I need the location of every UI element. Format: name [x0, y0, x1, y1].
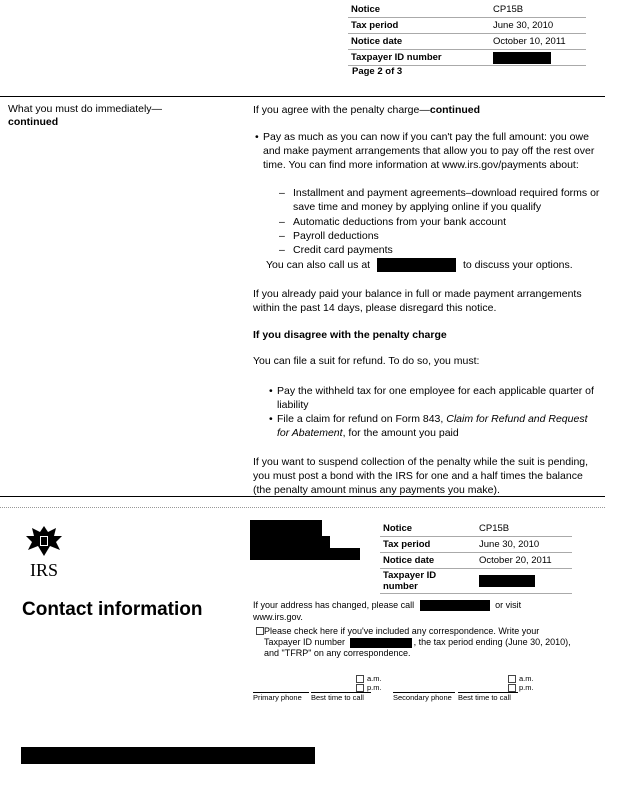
correspondence-checkbox[interactable]	[256, 627, 264, 635]
redaction-block	[479, 575, 535, 587]
disagree-bullet-2	[269, 412, 597, 440]
secondary-pm-option[interactable]	[508, 683, 534, 692]
page-number: Page 2 of 3	[352, 66, 403, 77]
primary-am-option[interactable]	[356, 674, 382, 683]
correspondence-check[interactable]	[256, 626, 574, 659]
pm-label: p.m.	[367, 683, 382, 692]
redaction-block	[250, 536, 330, 548]
agree-heading-text: If you agree with the penalty charge—	[253, 104, 430, 116]
redaction-block	[350, 638, 412, 648]
sub-item-4: – Credit card payments	[279, 244, 393, 256]
left-heading-line2: continued	[8, 116, 59, 128]
tax-period-value: June 30, 2010	[490, 18, 586, 34]
tax-period-label: Tax period	[348, 18, 490, 34]
section-divider	[0, 96, 605, 97]
stub-notice-date-label: Notice date	[380, 553, 476, 569]
redaction-block	[420, 600, 490, 611]
check-prefix: Please check here if you've included any correspondence. Write your Taxpayer ID number	[264, 626, 540, 647]
disagree-bullet-1-text: Pay the withheld tax for one employee for each applicable quarter of liability	[277, 385, 594, 411]
section-divider	[0, 496, 605, 497]
call-prefix: You can also call us at	[266, 259, 371, 271]
address-change-text	[253, 599, 593, 623]
contact-title: Contact information	[22, 599, 203, 620]
redaction-block	[493, 52, 551, 64]
correspondence-text	[256, 626, 574, 659]
sub-item-2-text: Automatic deductions from your bank account	[293, 216, 507, 228]
sub-item-1-text: Installment and payment agreements–download required forms or save time and money by applying online if you qualify	[293, 187, 600, 213]
secondary-am-checkbox[interactable]	[508, 675, 516, 683]
call-line	[266, 258, 573, 272]
notice-date-value: October 10, 2011	[490, 34, 586, 50]
stub-tax-period-label: Tax period	[380, 537, 476, 553]
call-suffix: to discuss your options.	[462, 259, 573, 271]
disagree-intro: You can file a suit for refund. To do so, you must:	[253, 355, 480, 367]
cut-line	[0, 507, 605, 508]
redaction-block	[250, 520, 322, 536]
already-paid-text: If you already paid your balance in full or made payment arrangements within the past 14 days, please disregard this notice.	[253, 288, 582, 314]
redaction-block	[21, 747, 315, 764]
address-prefix: If your address has changed, please call	[253, 600, 415, 610]
disagree-bullet-1	[269, 384, 597, 412]
sub-item-3-text: Payroll deductions	[293, 230, 379, 242]
irs-logo-text: IRS	[29, 560, 58, 580]
agree-bullet	[255, 130, 603, 172]
header-meta-table	[348, 2, 586, 66]
am-label: a.m.	[367, 674, 382, 683]
stub-notice-value: CP15B	[476, 521, 572, 537]
stub-notice-date-value: October 20, 2011	[476, 553, 572, 569]
left-heading-line1: What you must do immediately—	[8, 103, 163, 115]
agree-heading	[253, 103, 598, 117]
agree-heading-continued: continued	[429, 104, 481, 116]
stub-taxpayer-id-label: Taxpayer ID number	[380, 569, 476, 594]
redaction-block	[250, 548, 360, 560]
notice-date-label: Notice date	[348, 34, 490, 50]
primary-best-time-label: Best time to call	[311, 693, 364, 702]
sub-item-3: – Payroll deductions	[279, 230, 379, 242]
check-suffix: , the tax period ending (June 30, 2010), and "TFRP" on any correspondence.	[264, 637, 571, 658]
notice-value: CP15B	[490, 2, 586, 18]
primary-pm-option[interactable]	[356, 683, 382, 692]
irs-logo	[22, 524, 66, 580]
address-suffix: or visit	[495, 600, 522, 610]
sub-item-2: – Automatic deductions from your bank account	[279, 216, 507, 228]
suspend-text: If you want to suspend collection of the penalty while the suit is pending, you must post a bond with the IRS for one and a half times the balance (the penalty amount minus any payments you make).	[253, 456, 589, 496]
secondary-best-time-label: Best time to call	[458, 693, 511, 702]
am-label: a.m.	[519, 674, 534, 683]
bullet-dot: •	[255, 131, 259, 143]
notice-label: Notice	[348, 2, 490, 18]
pm-label: p.m.	[519, 683, 534, 692]
taxpayer-id-value	[490, 50, 586, 66]
primary-am-checkbox[interactable]	[356, 675, 364, 683]
taxpayer-id-label: Taxpayer ID number	[348, 50, 490, 66]
disagree-bullet-2-a: File a claim for refund on Form 843,	[277, 413, 444, 425]
bullet-dot: •	[269, 413, 273, 425]
stub-tax-period-value: June 30, 2010	[476, 537, 572, 553]
stub-taxpayer-id-value	[476, 569, 572, 594]
secondary-am-option[interactable]	[508, 674, 534, 683]
bullet-dot: •	[269, 385, 273, 397]
eagle-icon	[22, 524, 66, 558]
secondary-phone-label: Secondary phone	[393, 693, 452, 702]
primary-phone-label: Primary phone	[253, 693, 302, 702]
primary-pm-checkbox[interactable]	[356, 684, 364, 692]
form-843-title: Claim for Refund and Request for Abatement	[277, 413, 588, 439]
disagree-heading: If you disagree with the penalty charge	[253, 329, 447, 341]
secondary-pm-checkbox[interactable]	[508, 684, 516, 692]
address-url: www.irs.gov.	[253, 612, 303, 623]
disagree-bullet-2-b: , for the amount you paid	[342, 427, 459, 439]
left-heading	[8, 103, 162, 129]
stub-meta-table	[380, 521, 572, 594]
stub-notice-label: Notice	[380, 521, 476, 537]
sub-item-1: – Installment and payment agreements–download required forms or save time and money by applying online if you qualify	[279, 187, 600, 213]
sub-item-4-text: Credit card payments	[293, 244, 393, 256]
agree-bullet-text: Pay as much as you can now if you can't pay the full amount: you owe and make payment arrangements that allow you to pay off the rest over time. You can find more information at www.irs.gov/payments about:	[263, 131, 595, 171]
redaction-block	[377, 258, 456, 272]
